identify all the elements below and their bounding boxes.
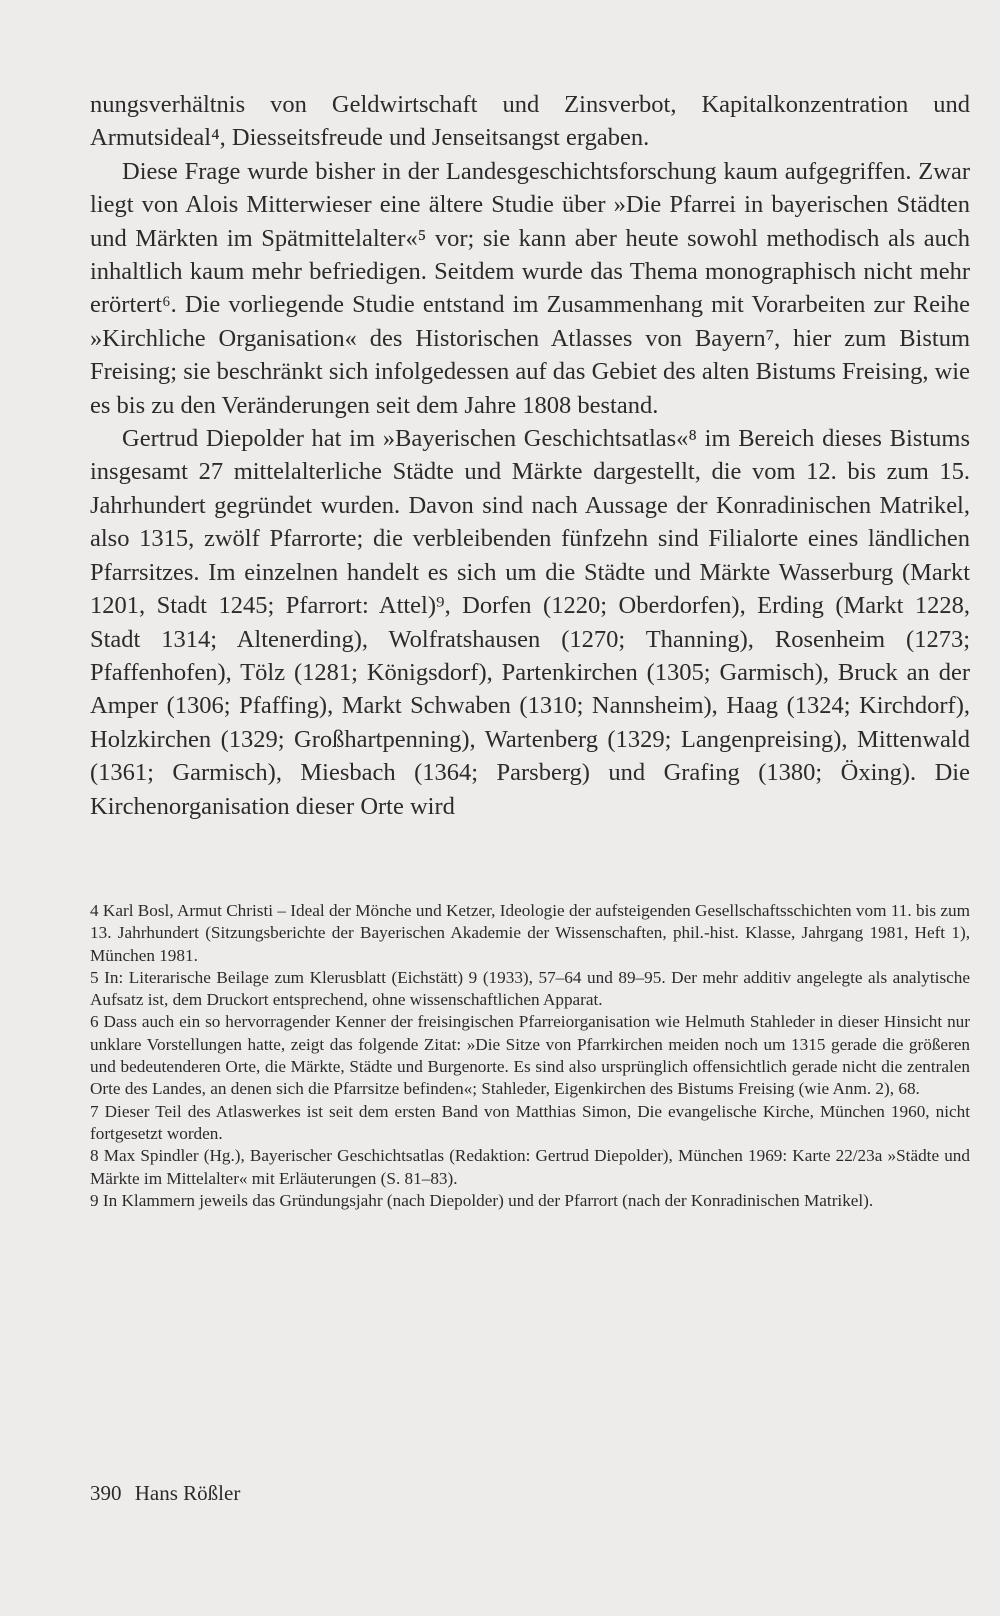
footnote-8: 8 Max Spindler (Hg.), Bayerischer Geschichtsatlas (Redaktion: Gertrud Diepolder), München 1969: Karte 22/23a »Städte und Märkte im Mittelalter« mit Erläuterungen (S. 81–83). [90, 1146, 970, 1188]
paragraph-3: Gertrud Diepolder hat im »Bayerischen Geschichtsatlas«⁸ im Bereich dieses Bistums insgesamt 27 mittelalterliche Städte und Märkte dargestellt, die vom 12. bis zum 15. Jahrhundert gegründet wurden. Davon sind nach Aussage der Konradinischen Matrikel, also 1315, zwölf Pfarrorte; die verbleibenden fünfzehn sind Filialorte eines ländlichen Pfarrsitzes. Im einzelnen handelt es sich um die Städte und Märkte Wasserburg (Markt 1201, Stadt 1245; Pfarrort: Attel)⁹, Dorfen (1220; Oberdorfen), Erding (Markt 1228, Stadt 1314; Altenerding), Wolfratshausen (1270; Thanning), Rosenheim (1273; Pfaffenhofen), Tölz (1281; Königsdorf), Partenkirchen (1305; Garmisch), Bruck an der Amper (1306; Pfaffing), Markt Schwaben (1310; Nannsheim), Haag (1324; Kirchdorf), Holzkirchen (1329; Großhartpenning), Wartenberg (1329; Langenpreising), Mittenwald (1361; Garmisch), Miesbach (1364; Parsberg) und Grafing (1380; Öxing). Die Kirchenorganisation dieser Orte wird [90, 425, 970, 820]
paragraph-1: nungsverhältnis von Geldwirtschaft und Zinsverbot, Kapitalkonzentration und Armutsideal⁴, Diesseitsfreude und Jenseitsangst ergaben. [90, 91, 970, 152]
footnote-9: 9 In Klammern jeweils das Gründungsjahr (nach Diepolder) und der Pfarrort (nach der Konradinischen Matrikel). [90, 1190, 874, 1210]
footnote-5: 5 In: Literarische Beilage zum Klerusblatt (Eichstätt) 9 (1933), 57–64 und 89–95. Der mehr additiv angelegte als analytische Aufsatz ist, dem Druckort entsprechend, ohne wissenschaftlichen Apparat. [90, 967, 970, 1010]
page-footer [90, 1480, 240, 1506]
page-number: 390 [90, 1481, 122, 1505]
paragraph-2: Diese Frage wurde bisher in der Landesgeschichtsforschung kaum aufgegriffen. Zwar liegt von Alois Mitterwieser eine ältere Studie über »Die Pfarrei in bayerischen Städten und Märkten im Spätmittelalter«⁵ vor; sie kann aber heute sowohl methodisch als auch inhaltlich kaum mehr befriedigen. Seitdem wurde das Thema monographisch nicht mehr erörtert⁶. Die vorliegende Studie entstand im Zusammenhang mit Vorarbeiten zur Reihe »Kirchliche Organisation« des Historischen Atlasses von Bayern⁷, hier zum Bistum Freising; sie beschränkt sich infolgedessen auf das Gebiet des alten Bistums Freising, wie es bis zu den Veränderungen seit dem Jahre 1808 bestand. [90, 157, 970, 419]
running-author: Hans Rößler [134, 1481, 241, 1505]
footnotes [90, 900, 970, 1212]
main-text [90, 88, 970, 823]
footnote-4: 4 Karl Bosl, Armut Christi – Ideal der Mönche und Ketzer, Ideologie der aufsteigenden Gesellschaftsschichten vom 11. bis zum 13. Jahrhundert (Sitzungsberichte der Bayerischen Akademie der Wissenschaften, phil.-hist. Klasse, Jahrgang 1981, Heft 1), München 1981. [90, 901, 970, 965]
footnote-7: 7 Dieser Teil des Atlaswerkes ist seit dem ersten Band von Matthias Simon, Die evangelische Kirche, München 1960, nicht fortgesetzt worden. [90, 1101, 970, 1143]
footnote-6: 6 Dass auch ein so hervorragender Kenner der freisingischen Pfarreiorganisation wie Helmuth Stahleder in dieser Hinsicht nur unklare Vorstellungen hatte, zeigt das folgende Zitat: »Die Sitze von Pfarrkirchen meiden noch um 1315 gerade die größeren und bedeutenderen Orte, die Märkte, Städte und Burgenorte. Es sind also ursprünglich offensichtlich gerade nicht die zentralen Orte des Landes, an denen sich die Pfarrsitze befinden«; Stahleder, Eigenkirchen des Bistums Freising (wie Anm. 2), 68. [90, 1012, 970, 1099]
